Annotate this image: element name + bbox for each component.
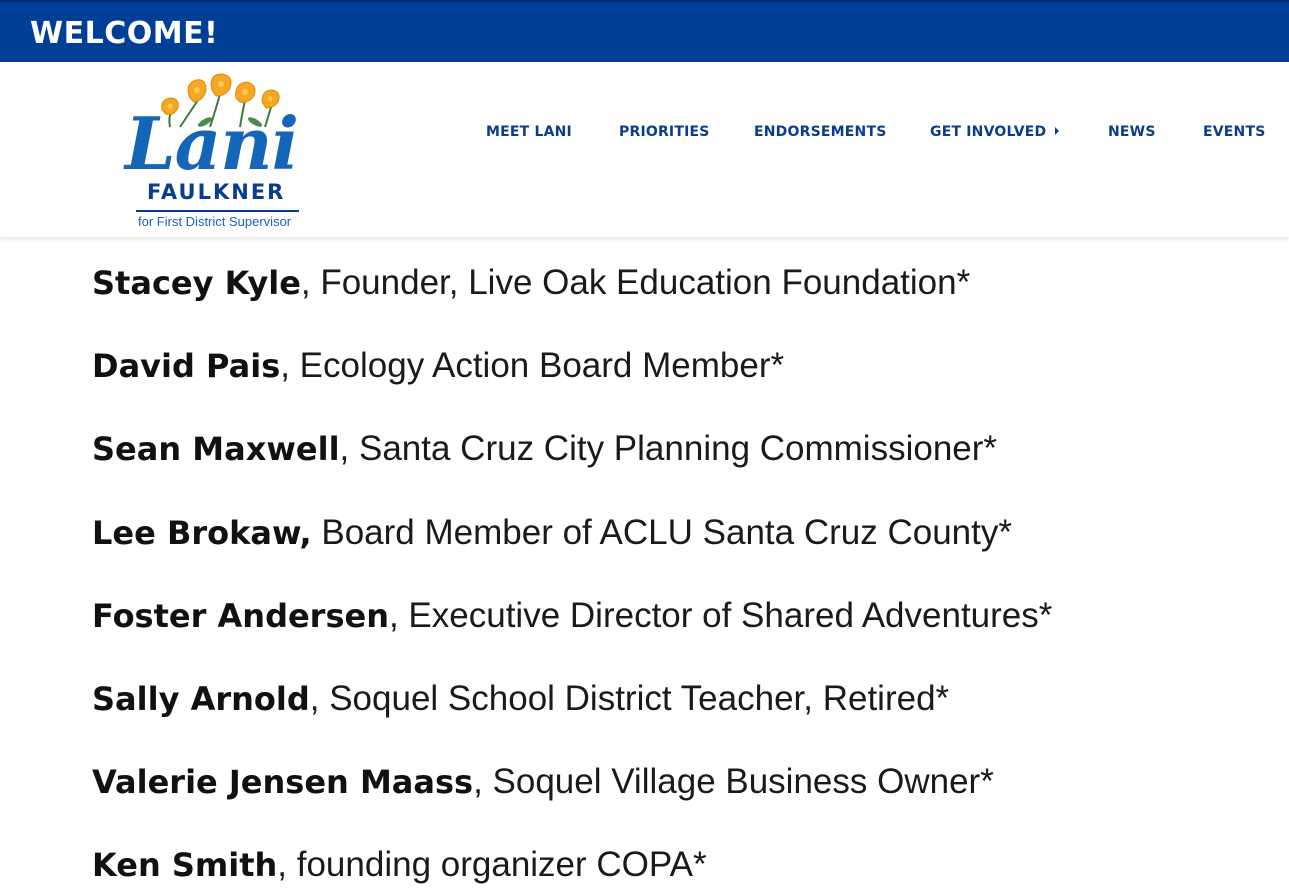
endorsement-item — [92, 679, 949, 719]
main-nav — [0, 124, 1289, 144]
endorsement-item — [92, 762, 994, 802]
nav-news[interactable]: NEWS — [1108, 124, 1156, 140]
site-header — [0, 62, 1289, 237]
endorser-name: Sean Maxwell — [92, 430, 340, 468]
endorsement-item — [92, 263, 970, 303]
logo-divider — [136, 210, 299, 212]
endorser-name: Sally Arnold — [92, 680, 310, 718]
welcome-banner — [0, 0, 1289, 62]
endorser-role: , Executive Director of Shared Adventures* — [388, 596, 1053, 635]
endorser-role: , founding organizer COPA* — [277, 845, 707, 884]
endorsement-item — [92, 429, 997, 469]
nav-meet-lani[interactable]: MEET LANI — [486, 124, 572, 140]
nav-priorities[interactable]: PRIORITIES — [619, 124, 710, 140]
welcome-text: WELCOME! — [30, 16, 219, 51]
endorsement-item — [92, 596, 1052, 636]
endorser-name: Stacey Kyle — [92, 264, 301, 302]
endorser-name: Lee Brokaw, — [92, 514, 312, 552]
endorsement-item — [92, 346, 784, 386]
endorser-role: , Ecology Action Board Member* — [280, 346, 785, 385]
nav-get-involved-label: GET INVOLVED — [930, 124, 1047, 140]
logo-tagline: for First District Supervisor — [138, 214, 292, 229]
endorser-name: David Pais — [92, 347, 281, 385]
nav-endorsements[interactable]: ENDORSEMENTS — [754, 124, 887, 140]
logo-surname: FAULKNER — [147, 180, 286, 204]
endorser-role: Board Member of ACLU Santa Cruz County* — [311, 513, 1012, 552]
endorser-name: Valerie Jensen Maass — [92, 763, 474, 801]
endorser-role: , Santa Cruz City Planning Commissioner* — [339, 429, 998, 468]
nav-get-involved[interactable] — [930, 124, 1059, 140]
endorser-role: , Soquel Village Business Owner* — [473, 762, 994, 801]
caret-right-icon — [1055, 127, 1059, 135]
endorser-name: Foster Andersen — [92, 597, 389, 635]
endorser-role: , Soquel School District Teacher, Retired* — [309, 679, 950, 718]
nav-events[interactable]: EVENTS — [1203, 124, 1266, 140]
endorsement-item — [92, 513, 1012, 553]
logo-name: Lani — [125, 101, 298, 186]
endorser-name: Ken Smith — [92, 846, 278, 884]
endorser-role: , Founder, Live Oak Education Foundation* — [300, 263, 971, 302]
campaign-logo[interactable] — [120, 72, 320, 232]
endorsement-item — [92, 845, 707, 885]
